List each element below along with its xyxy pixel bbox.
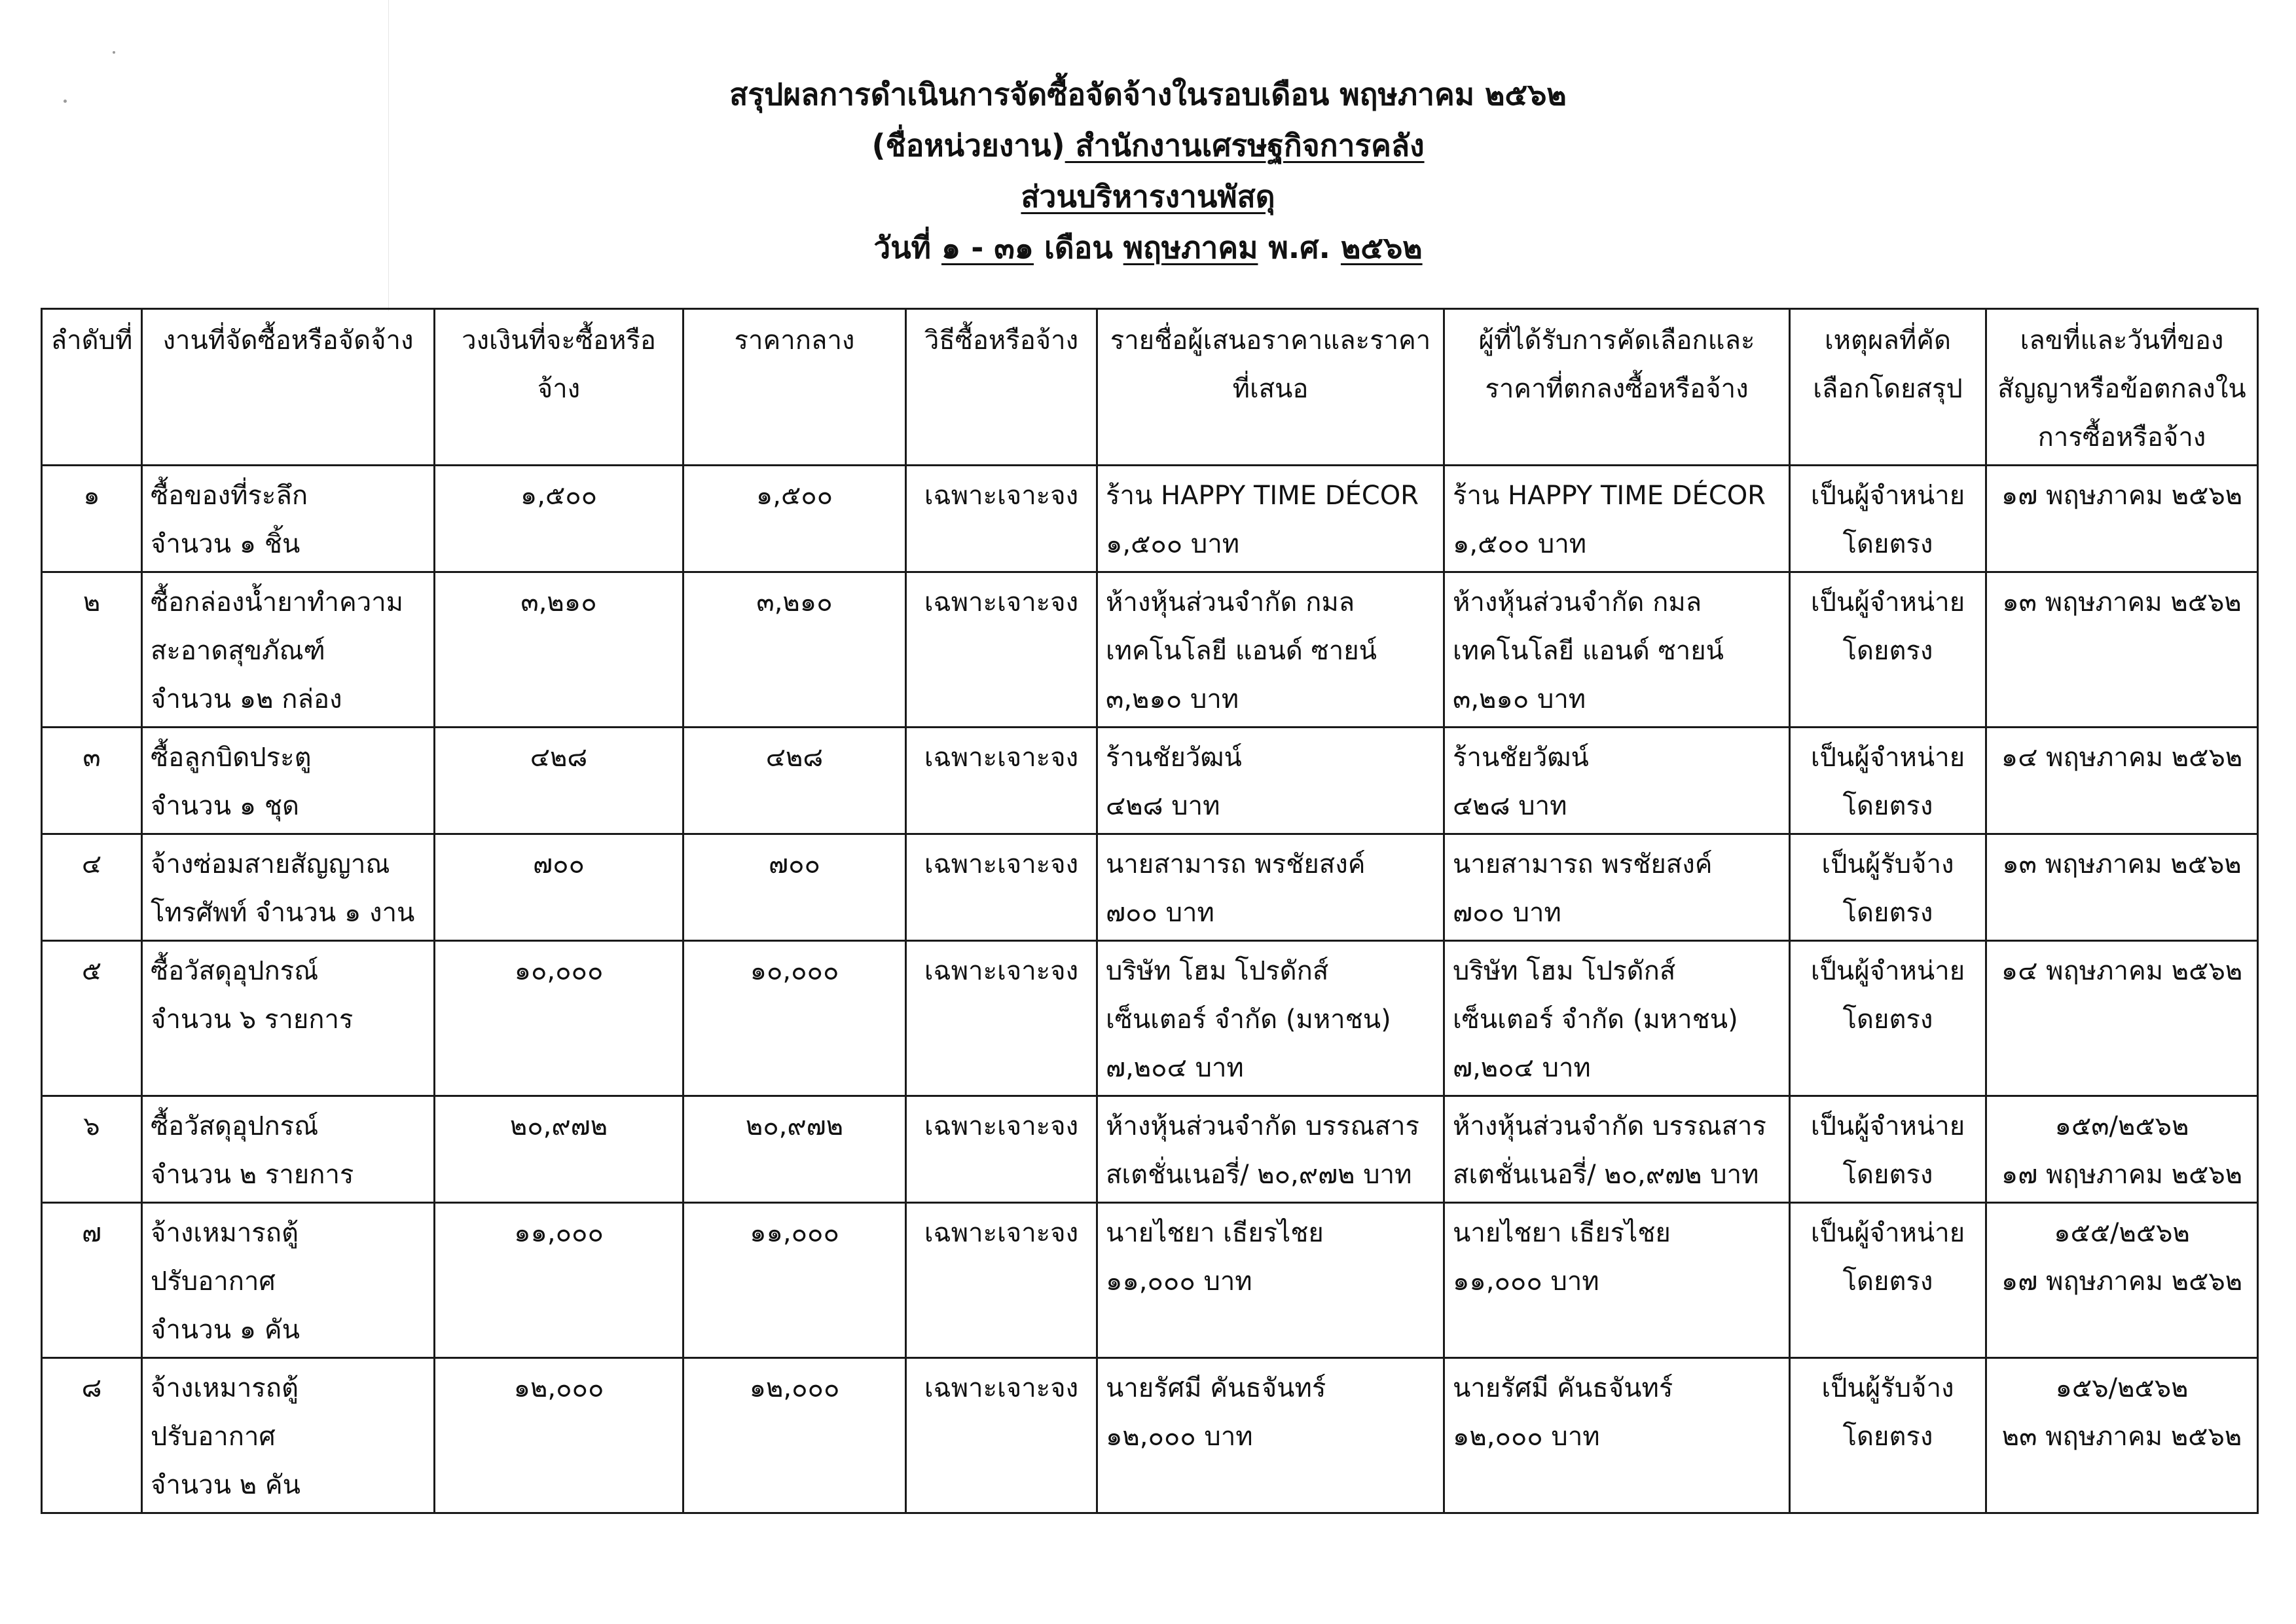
cell-method [906,1096,1097,1203]
period-month: พฤษภาคม [1123,230,1258,265]
cell-item [142,1096,435,1203]
table-row [42,466,2258,572]
cell-budget [435,1096,683,1203]
cell-winner-line: ร้าน HAPPY TIME DÉCOR [1453,481,1766,511]
header-text: ที่ [115,325,133,356]
cell-reason-line: เป็นผู้จำหน่าย [1810,1111,1965,1141]
cell-no [42,466,142,572]
cell-reason-line: โดยตรง [1842,898,1933,928]
cell-median-value: ๑๒,๐๐๐ [749,1373,840,1403]
cell-reason-line: เป็นผู้รับจ้าง [1821,1373,1954,1403]
header-row [42,309,2258,466]
table-body [42,466,2258,1513]
cell-winner-line: ๑๒,๐๐๐ บาท [1453,1422,1600,1452]
cell-method [906,1358,1097,1513]
cell-budget-value: ๗๐๐ [533,849,585,879]
cell-budget-value: ๒๐,๙๗๒ [509,1111,608,1141]
cell-median-value: ๑๐,๐๐๐ [750,956,839,986]
cell-contract-line: ๑๗ พฤษภาคม ๒๕๖๒ [2001,481,2243,511]
cell-reason-line: เป็นผู้จำหน่าย [1810,1218,1965,1248]
cell-reason-line: เป็นผู้จำหน่าย [1810,743,1965,773]
cell-item-line: จำนวน ๒ คัน [151,1470,301,1500]
cell-winner-line: ๑,๕๐๐ บาท [1453,529,1587,559]
cell-median [683,1358,906,1513]
division-line [0,171,2296,222]
cell-winner-line: สเตชั่นเนอรี่/ ๒๐,๙๗๒ บาท [1453,1160,1759,1190]
cell-bidders-line: ๑๑,๐๐๐ บาท [1106,1266,1252,1297]
cell-method [906,572,1097,728]
header-text: และราคาที่เสนอ [1232,325,1431,404]
cell-bidders-line: ห้างหุ้นส่วนจำกัด กมล [1106,587,1355,618]
cell-budget [435,941,683,1096]
cell-contract [1986,1203,2258,1358]
cell-bidders-line: นายรัศมี คันธจันทร์ [1106,1373,1326,1403]
cell-method-value: เฉพาะเจาะจง [924,481,1079,511]
cell-budget-value: ๑๐,๐๐๐ [514,956,604,986]
cell-method-value: เฉพาะเจาะจง [924,1218,1079,1248]
cell-no-value: ๓ [82,743,101,773]
cell-budget [435,1203,683,1358]
cell-budget [435,834,683,941]
cell-bidders [1097,728,1444,834]
cell-no [42,1203,142,1358]
cell-item-line: จำนวน ๑ ชิ้น [151,529,301,559]
header-text: งานที่จัดซื้อ [162,325,291,356]
period-year: ๒๕๖๒ [1340,230,1423,265]
cell-item-line: ซื้อของที่ระลึก [151,481,308,511]
cell-contract-line: ๑๓ พฤษภาคม ๒๕๖๒ [2002,849,2242,879]
cell-item [142,834,435,941]
agency-name: สำนักงานเศรษฐกิจการคลัง [1065,128,1425,163]
cell-bidders-line: ๗,๒๐๔ บาท [1106,1053,1244,1083]
period-days: ๑ - ๓๑ [941,230,1034,265]
col-header-median [683,309,906,466]
cell-reason-line: โดยตรง [1842,529,1933,559]
header-text: จ้าง [1705,374,1749,404]
col-header-method [906,309,1097,466]
table-row [42,1358,2258,1513]
cell-contract-line: ๑๔ พฤษภาคม ๒๕๖๒ [2001,956,2243,986]
cell-reason-line: โดยตรง [1842,1005,1933,1035]
cell-median [683,466,906,572]
col-header-reason [1790,309,1986,466]
cell-contract-line: ๒๓ พฤษภาคม ๒๕๖๒ [2001,1422,2242,1452]
cell-winner [1444,1203,1790,1358]
cell-contract-line: ๑๗ พฤษภาคม ๒๕๖๒ [2001,1160,2243,1190]
cell-bidders-line: เซ็นเตอร์ จำกัด (มหาชน) [1106,1005,1391,1035]
cell-bidders-line: ๑,๕๐๐ บาท [1106,529,1240,559]
cell-median [683,572,906,728]
cell-bidders-line: นายไชยา เธียรไชย [1106,1218,1324,1248]
cell-item-line: จำนวน ๑ คัน [151,1315,300,1345]
cell-reason-line: โดยตรง [1842,1160,1933,1190]
cell-bidders [1097,1358,1444,1513]
cell-no-value: ๗ [81,1218,102,1248]
cell-bidders-line: สเตชั่นเนอรี่/ ๒๐,๙๗๒ บาท [1106,1160,1412,1190]
cell-contract [1986,466,2258,572]
cell-method-value: เฉพาะเจาะจง [924,849,1079,879]
cell-method [906,941,1097,1096]
cell-item-line: จ้างเหมารถตู้ [151,1218,299,1248]
cell-winner-line: ๔๒๘ บาท [1453,791,1567,821]
header-text: ผู้ที่ได้รับการคัดเลือก [1478,325,1708,356]
cell-winner [1444,572,1790,728]
cell-winner-line: ห้างหุ้นส่วนจำกัด บรรณสาร [1453,1111,1766,1141]
col-header-budget [435,309,683,466]
period-year-label: พ.ศ. [1258,230,1341,265]
cell-no-value: ๔ [81,849,102,879]
cell-no [42,1096,142,1203]
table-row [42,941,2258,1096]
cell-no [42,1358,142,1513]
cell-reason-line: โดยตรง [1842,1422,1933,1452]
cell-contract [1986,728,2258,834]
header-text: เหตุผลที่ [1824,325,1917,356]
cell-winner [1444,941,1790,1096]
header-text: เลขที่และวันที่ของ [2020,325,2224,356]
cell-reason [1790,1096,1986,1203]
cell-winner-line: ๗,๒๐๔ บาท [1453,1053,1591,1083]
cell-method-value: เฉพาะเจาะจง [924,743,1079,773]
cell-median-value: ๒๐,๙๗๒ [745,1111,844,1141]
cell-winner-line: เทคโนโลยี แอนด์ ซายน์ [1453,636,1724,666]
cell-item [142,1203,435,1358]
cell-budget-value: ๑,๕๐๐ [520,481,598,511]
cell-reason-line: เป็นผู้รับจ้าง [1821,849,1954,879]
cell-contract [1986,941,2258,1096]
cell-bidders-line: ๔๒๘ บาท [1106,791,1220,821]
cell-no-value: ๘ [81,1373,102,1403]
cell-item [142,728,435,834]
header-text: ในการซื้อหรือจ้าง [2037,374,2246,452]
cell-winner-line: ร้านชัยวัฒน์ [1453,743,1589,773]
cell-bidders [1097,834,1444,941]
cell-median-value: ๔๒๘ [765,743,824,773]
cell-bidders-line: ห้างหุ้นส่วนจำกัด บรรณสาร [1106,1111,1419,1141]
cell-reason-line: โดยตรง [1842,1266,1933,1297]
cell-reason [1790,572,1986,728]
header-text: วงเงินที่จะซื้อ [462,325,610,356]
header-text: สรุป [1916,374,1963,404]
cell-item [142,572,435,728]
cell-item [142,1358,435,1513]
cell-item-line: ซื้อลูกบิดประตู [151,743,312,773]
cell-winner-line: นายไชยา เธียรไชย [1453,1218,1671,1248]
cell-contract-line: ๑๕๖/๒๕๖๒ [2055,1373,2189,1403]
period-date-label: วันที่ [873,230,942,265]
cell-contract-line: ๑๔ พฤษภาคม ๒๕๖๒ [2001,743,2243,773]
cell-winner [1444,466,1790,572]
cell-item-line: ซื้อวัสดุอุปกรณ์ [151,1111,319,1141]
cell-no [42,572,142,728]
cell-item-line: จำนวน ๑ ชุด [151,791,299,821]
col-header-item [142,309,435,466]
cell-method [906,834,1097,941]
cell-median-value: ๑๑,๐๐๐ [750,1218,839,1248]
cell-reason-line: โดยตรง [1842,636,1933,666]
cell-budget-value: ๑๒,๐๐๐ [513,1373,604,1403]
cell-bidders-line: ร้าน HAPPY TIME DÉCOR [1106,481,1419,511]
cell-winner [1444,1358,1790,1513]
cell-bidders-line: ร้านชัยวัฒน์ [1106,743,1242,773]
cell-reason-line: เป็นผู้จำหน่าย [1810,587,1965,618]
cell-budget-value: ๑๑,๐๐๐ [514,1218,604,1248]
cell-contract [1986,572,2258,728]
header-text: และราคาที่ตกลงซื้อหรือ [1485,325,1755,404]
cell-contract-line: ๑๕๕/๒๕๖๒ [2054,1218,2190,1248]
cell-method-value: เฉพาะเจาะจง [924,587,1079,618]
cell-budget [435,1358,683,1513]
header-text: หรือจัดจ้าง [291,325,414,356]
cell-no [42,834,142,941]
cell-reason [1790,466,1986,572]
cell-no-value: ๖ [83,1111,100,1141]
cell-budget [435,572,683,728]
cell-median [683,834,906,941]
cell-reason [1790,834,1986,941]
cell-method-value: เฉพาะเจาะจง [924,956,1079,986]
header-text: วิธีซื้อหรือจ้าง [924,325,1079,356]
col-header-bidders [1097,309,1444,466]
cell-item-line: ซื้อกล่องน้ำยาทำความ [151,587,404,618]
cell-winner-line: ๑๑,๐๐๐ บาท [1453,1266,1599,1297]
cell-winner-line: นายสามารถ พรชัยสงค์ [1453,849,1713,879]
cell-reason-line: เป็นผู้จำหน่าย [1810,956,1965,986]
scan-speck [113,51,115,54]
header-text: รายชื่อผู้เสนอราคา [1110,325,1323,356]
cell-item-line: จำนวน ๒ รายการ [151,1160,354,1190]
cell-method-value: เฉพาะเจาะจง [924,1373,1079,1403]
cell-bidders-line: บริษัท โฮม โปรดักส์ [1106,956,1329,986]
cell-contract [1986,1096,2258,1203]
cell-method [906,728,1097,834]
cell-median-value: ๓,๒๑๐ [756,587,833,618]
cell-winner-line: นายรัศมี คันธจันทร์ [1453,1373,1673,1403]
cell-winner [1444,1096,1790,1203]
cell-item-line: จำนวน ๑๒ กล่อง [151,684,342,714]
table-header [42,309,2258,466]
cell-bidders-line: เทคโนโลยี แอนด์ ซายน์ [1106,636,1377,666]
division-name: ส่วนบริหารงานพัสดุ [1021,179,1275,214]
cell-bidders [1097,572,1444,728]
cell-budget [435,466,683,572]
col-header-no [42,309,142,466]
cell-reason [1790,941,1986,1096]
document-title [0,69,2296,120]
table-row [42,1096,2258,1203]
cell-median [683,1096,906,1203]
cell-median [683,728,906,834]
cell-method [906,466,1097,572]
cell-contract-line: ๑๓ พฤษภาคม ๒๕๖๒ [2002,587,2242,618]
cell-winner-line: เซ็นเตอร์ จำกัด (มหาชน) [1453,1005,1738,1035]
cell-item-line: จ้างเหมารถตู้ [151,1373,299,1403]
cell-item [142,941,435,1096]
cell-bidders [1097,941,1444,1096]
header-text: หรือจ้าง [537,325,656,404]
cell-method-value: เฉพาะเจาะจง [924,1111,1079,1141]
col-header-winner [1444,309,1790,466]
cell-bidders-line: นายสามารถ พรชัยสงค์ [1106,849,1366,879]
cell-reason-line: เป็นผู้จำหน่าย [1810,481,1965,511]
table-row [42,572,2258,728]
cell-budget-value: ๔๒๘ [530,743,588,773]
procurement-summary-table [41,308,2259,1514]
cell-contract-line: ๑๕๓/๒๕๖๒ [2054,1111,2189,1141]
period-line [0,222,2296,273]
cell-winner [1444,728,1790,834]
cell-bidders-line: ๑๒,๐๐๐ บาท [1106,1422,1253,1452]
title-text: สรุปผลการดำเนินการจัดซื้อจัดจ้างในรอบเดือน พฤษภาคม ๒๕๖๒ [729,77,1567,112]
cell-winner [1444,834,1790,941]
cell-item-line: จำนวน ๖ รายการ [151,1005,354,1035]
header-text: ราคากลาง [734,325,855,356]
cell-winner-line: บริษัท โฮม โปรดักส์ [1453,956,1676,986]
cell-reason-line: โดยตรง [1842,791,1933,821]
table-row [42,1203,2258,1358]
cell-budget-value: ๓,๒๑๐ [520,587,597,618]
col-header-contract [1986,309,2258,466]
header-text: สัญญาหรือข้อตกลง [1997,374,2215,404]
cell-item [142,466,435,572]
agency-label: (ชื่อหน่วยงาน) [871,128,1065,163]
cell-item-line: ปรับอากาศ [151,1266,276,1297]
cell-no-value: ๑ [83,481,100,511]
cell-reason [1790,1203,1986,1358]
cell-no-value: ๒ [82,587,101,618]
cell-reason [1790,728,1986,834]
period-month-label: เดือน [1033,230,1123,265]
cell-item-line: ปรับอากาศ [151,1422,276,1452]
header-text: คัดเลือกโดย [1813,325,1952,404]
cell-method [906,1203,1097,1358]
cell-bidders-line: ๗๐๐ บาท [1106,898,1214,928]
cell-no-value: ๕ [81,956,102,986]
cell-contract-line: ๑๗ พฤษภาคม ๒๕๖๒ [2001,1266,2243,1297]
cell-item-line: จ้างซ่อมสายสัญญาณ [151,849,390,879]
document-header [0,69,2296,273]
header-text: ลำดับ [50,325,115,356]
table-row [42,728,2258,834]
cell-bidders [1097,466,1444,572]
cell-contract [1986,1358,2258,1513]
table-row [42,834,2258,941]
cell-contract [1986,834,2258,941]
cell-bidders-line: ๓,๒๑๐ บาท [1106,684,1239,714]
cell-winner-line: ๗๐๐ บาท [1453,898,1561,928]
cell-median-value: ๑,๕๐๐ [756,481,833,511]
cell-item-line: โทรศัพท์ จำนวน ๑ งาน [151,898,415,928]
cell-bidders [1097,1203,1444,1358]
cell-median-value: ๗๐๐ [769,849,820,879]
cell-no [42,941,142,1096]
cell-winner-line: ๓,๒๑๐ บาท [1453,684,1586,714]
cell-bidders [1097,1096,1444,1203]
cell-budget [435,728,683,834]
cell-no [42,728,142,834]
cell-reason [1790,1358,1986,1513]
cell-median [683,941,906,1096]
cell-winner-line: ห้างหุ้นส่วนจำกัด กมล [1453,587,1702,618]
cell-item-line: ซื้อวัสดุอุปกรณ์ [151,956,319,986]
cell-median [683,1203,906,1358]
agency-line [0,120,2296,171]
cell-item-line: สะอาดสุขภัณฑ์ [151,636,325,666]
